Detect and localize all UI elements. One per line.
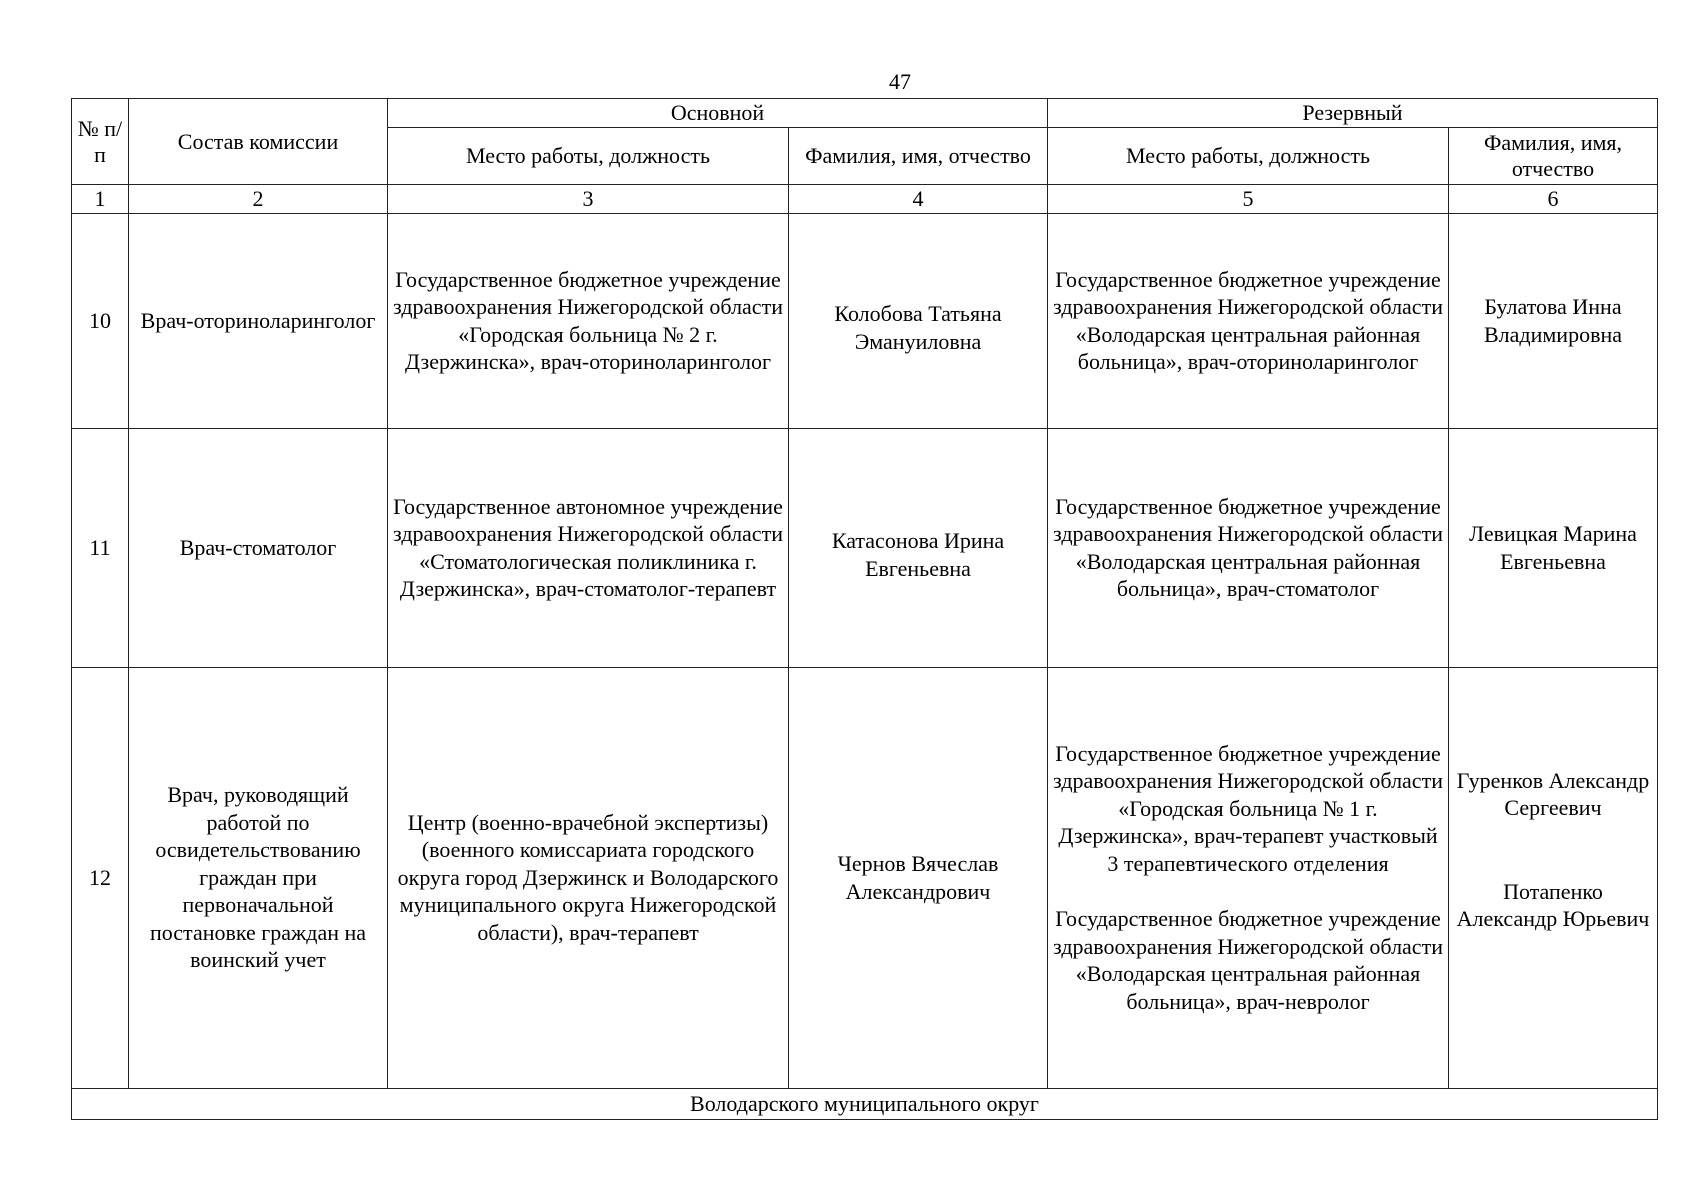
row-num: 11	[72, 428, 129, 667]
header-main-name: Фамилия, имя, отчество	[789, 128, 1048, 185]
page-number: 47	[889, 69, 911, 94]
row-num: 10	[72, 213, 129, 428]
row-main-name: Чернов Вячеслав Александрович	[789, 667, 1048, 1088]
row-main-name: Катасонова Ирина Евгеньевна	[789, 428, 1048, 667]
table-row	[72, 428, 1658, 667]
col-number: 3	[388, 185, 789, 214]
row-composition: Врач-стоматолог	[129, 428, 388, 667]
row-reserve-name: Булатова Инна Владимировна	[1449, 213, 1658, 428]
row-main-workplace: Государственное автономное учреждение здравоохранения Нижегородской области «Стоматологическая поликлиника г. Дзержинска», врач-стоматолог-терапевт	[388, 428, 789, 667]
paragraph-gap	[1453, 822, 1653, 878]
table-row	[72, 667, 1658, 1088]
row-composition: Врач, руководящий работой по освидетельствованию граждан при первоначальной постановке граждан на воинский учет	[129, 667, 388, 1088]
col-number: 1	[72, 185, 129, 214]
reserve-workplace-2: Государственное бюджетное учреждение здравоохранения Нижегородской области «Володарская центральная районная больница», врач-невролог	[1053, 906, 1443, 1014]
header-reserve-name: Фамилия, имя, отчество	[1449, 128, 1658, 185]
reserve-name-1: Гуренков Александр Сергеевич	[1456, 767, 1650, 820]
header-row-numbers	[72, 185, 1658, 214]
col-number: 2	[129, 185, 388, 214]
section-title: Володарского муниципального округ	[72, 1088, 1658, 1119]
header-row-groups	[72, 99, 1658, 128]
col-number: 6	[1449, 185, 1658, 214]
table-row	[72, 213, 1658, 428]
header-main-group: Основной	[388, 99, 1048, 128]
row-reserve-name	[1449, 667, 1658, 1088]
row-reserve-workplace	[1048, 667, 1449, 1088]
col-number: 4	[789, 185, 1048, 214]
header-num: № п/п	[72, 99, 129, 185]
row-reserve-name: Левицкая Марина Евгеньевна	[1449, 428, 1658, 667]
header-reserve-group: Резервный	[1048, 99, 1658, 128]
paragraph-gap	[1052, 877, 1444, 905]
row-main-name: Колобова Татьяна Эмануиловна	[789, 213, 1048, 428]
row-reserve-workplace: Государственное бюджетное учреждение здравоохранения Нижегородской области «Володарская центральная районная больница», врач-оториноларинголог	[1048, 213, 1449, 428]
header-reserve-workplace: Место работы, должность	[1048, 128, 1449, 185]
row-reserve-workplace: Государственное бюджетное учреждение здравоохранения Нижегородской области «Володарская центральная районная больница», врач-стоматолог	[1048, 428, 1449, 667]
reserve-name-2: Потапенко Александр Юрьевич	[1456, 878, 1650, 931]
reserve-workplace-1: Государственное бюджетное учреждение здравоохранения Нижегородской области «Городская больница № 1 г. Дзержинска», врач-терапевт участковый 3 терапевтического отделения	[1053, 740, 1443, 876]
row-main-workplace: Государственное бюджетное учреждение здравоохранения Нижегородской области «Городская больница № 2 г. Дзержинска», врач-оториноларинголог	[388, 213, 789, 428]
col-number: 5	[1048, 185, 1449, 214]
row-composition: Врач-оториноларинголог	[129, 213, 388, 428]
header-composition: Состав комиссии	[129, 99, 388, 185]
row-main-workplace: Центр (военно-врачебной экспертизы) (военного комиссариата городского округа город Дзержинск и Володарского муниципального округа Нижегородской области), врач-терапевт	[388, 667, 789, 1088]
section-row	[72, 1088, 1658, 1119]
commission-table	[71, 98, 1658, 1120]
header-main-workplace: Место работы, должность	[388, 128, 789, 185]
row-num: 12	[72, 667, 129, 1088]
